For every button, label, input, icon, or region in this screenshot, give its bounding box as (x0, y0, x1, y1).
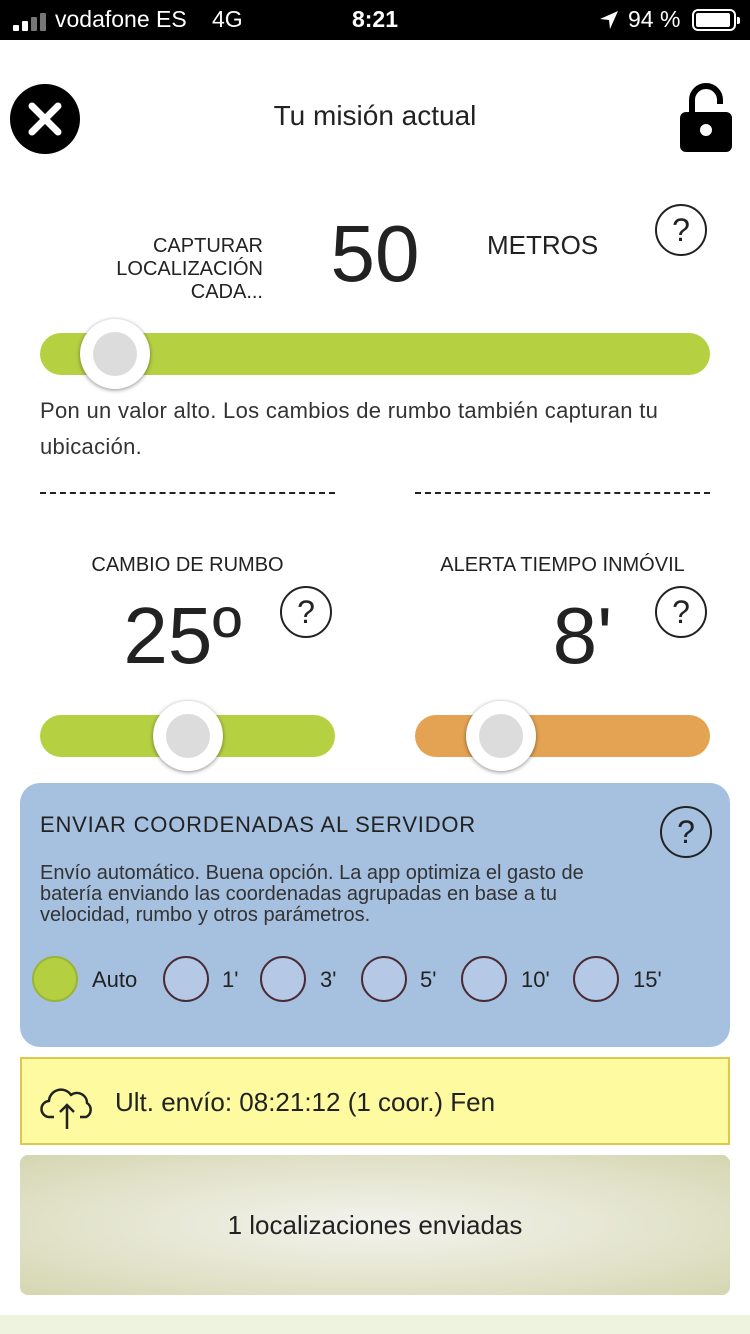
send-interval-label: 3' (320, 967, 337, 992)
heading-change-value: 25º (123, 591, 242, 680)
divider (415, 492, 710, 494)
idle-alert-value: 8' (552, 591, 613, 680)
capture-label-line: CAPTURAR (152, 235, 263, 257)
heading-change-slider[interactable] (40, 715, 335, 757)
clock: 8:21 (351, 6, 399, 32)
unlocked-padlock-icon (678, 82, 734, 154)
page-title: Tu misión actual (273, 100, 477, 131)
send-interval-radio-1[interactable] (163, 956, 209, 1002)
cloud-upload-icon (40, 1083, 96, 1131)
send-interval-label: 5' (420, 967, 437, 992)
bottom-strip (0, 1315, 750, 1334)
send-interval-label: 1' (222, 967, 239, 992)
send-help-button[interactable]: ? (660, 806, 712, 858)
battery-percent: 94 % (628, 6, 681, 32)
capture-label-line: LOCALIZACIÓN (116, 258, 263, 280)
capture-unit-label: METROS (487, 230, 599, 260)
send-coordinates-title: ENVIAR COORDENADAS AL SERVIDOR (40, 812, 476, 837)
send-description-line: batería enviando las coordenadas agrupadas en base a tu (40, 883, 558, 905)
capture-help-button[interactable]: ? (655, 204, 707, 256)
send-interval-radio-15[interactable] (573, 956, 619, 1002)
send-interval-radio-5[interactable] (361, 956, 407, 1002)
send-description (40, 863, 680, 926)
idle-alert-help-button[interactable]: ? (655, 586, 707, 638)
locations-sent-label: 1 localizaciones enviadas (227, 1210, 523, 1240)
slider-thumb[interactable] (466, 701, 536, 771)
last-send-text: Ult. envío: 08:21:12 (1 coor.) Fen (115, 1087, 496, 1117)
divider (40, 492, 335, 494)
carrier-name: vodafone ES (55, 6, 187, 32)
heading-change-help-button[interactable]: ? (280, 586, 332, 638)
capture-label-line: CADA... (190, 281, 263, 303)
capture-hint-text: Pon un valor alto. Los cambios de rumbo también capturan tu ubicación. (40, 398, 659, 459)
send-interval-radio-auto[interactable] (32, 956, 78, 1002)
capture-every-label (70, 235, 263, 304)
send-interval-label: 10' (521, 967, 550, 992)
send-interval-label: 15' (633, 967, 662, 992)
send-description-line: Envío automático. Buena opción. La app optimiza el gasto de (40, 862, 584, 884)
send-interval-label: Auto (92, 967, 138, 992)
location-arrow-icon (598, 9, 620, 31)
status-bar (0, 0, 750, 40)
capture-distance-slider[interactable] (40, 333, 710, 375)
send-interval-radio-10[interactable] (461, 956, 507, 1002)
battery-icon (692, 9, 736, 31)
send-description-line: velocidad, rumbo y otros parámetros. (40, 904, 371, 926)
capture-distance-value: 50 (330, 209, 420, 298)
slider-thumb[interactable] (80, 319, 150, 389)
idle-alert-slider[interactable] (415, 715, 710, 757)
slider-thumb[interactable] (153, 701, 223, 771)
heading-change-label: CAMBIO DE RUMBO (91, 554, 284, 576)
send-interval-radio-3[interactable] (260, 956, 306, 1002)
lock-button[interactable] (678, 82, 734, 154)
network-type: 4G (212, 6, 243, 32)
idle-alert-label: ALERTA TIEMPO INMÓVIL (440, 554, 685, 576)
